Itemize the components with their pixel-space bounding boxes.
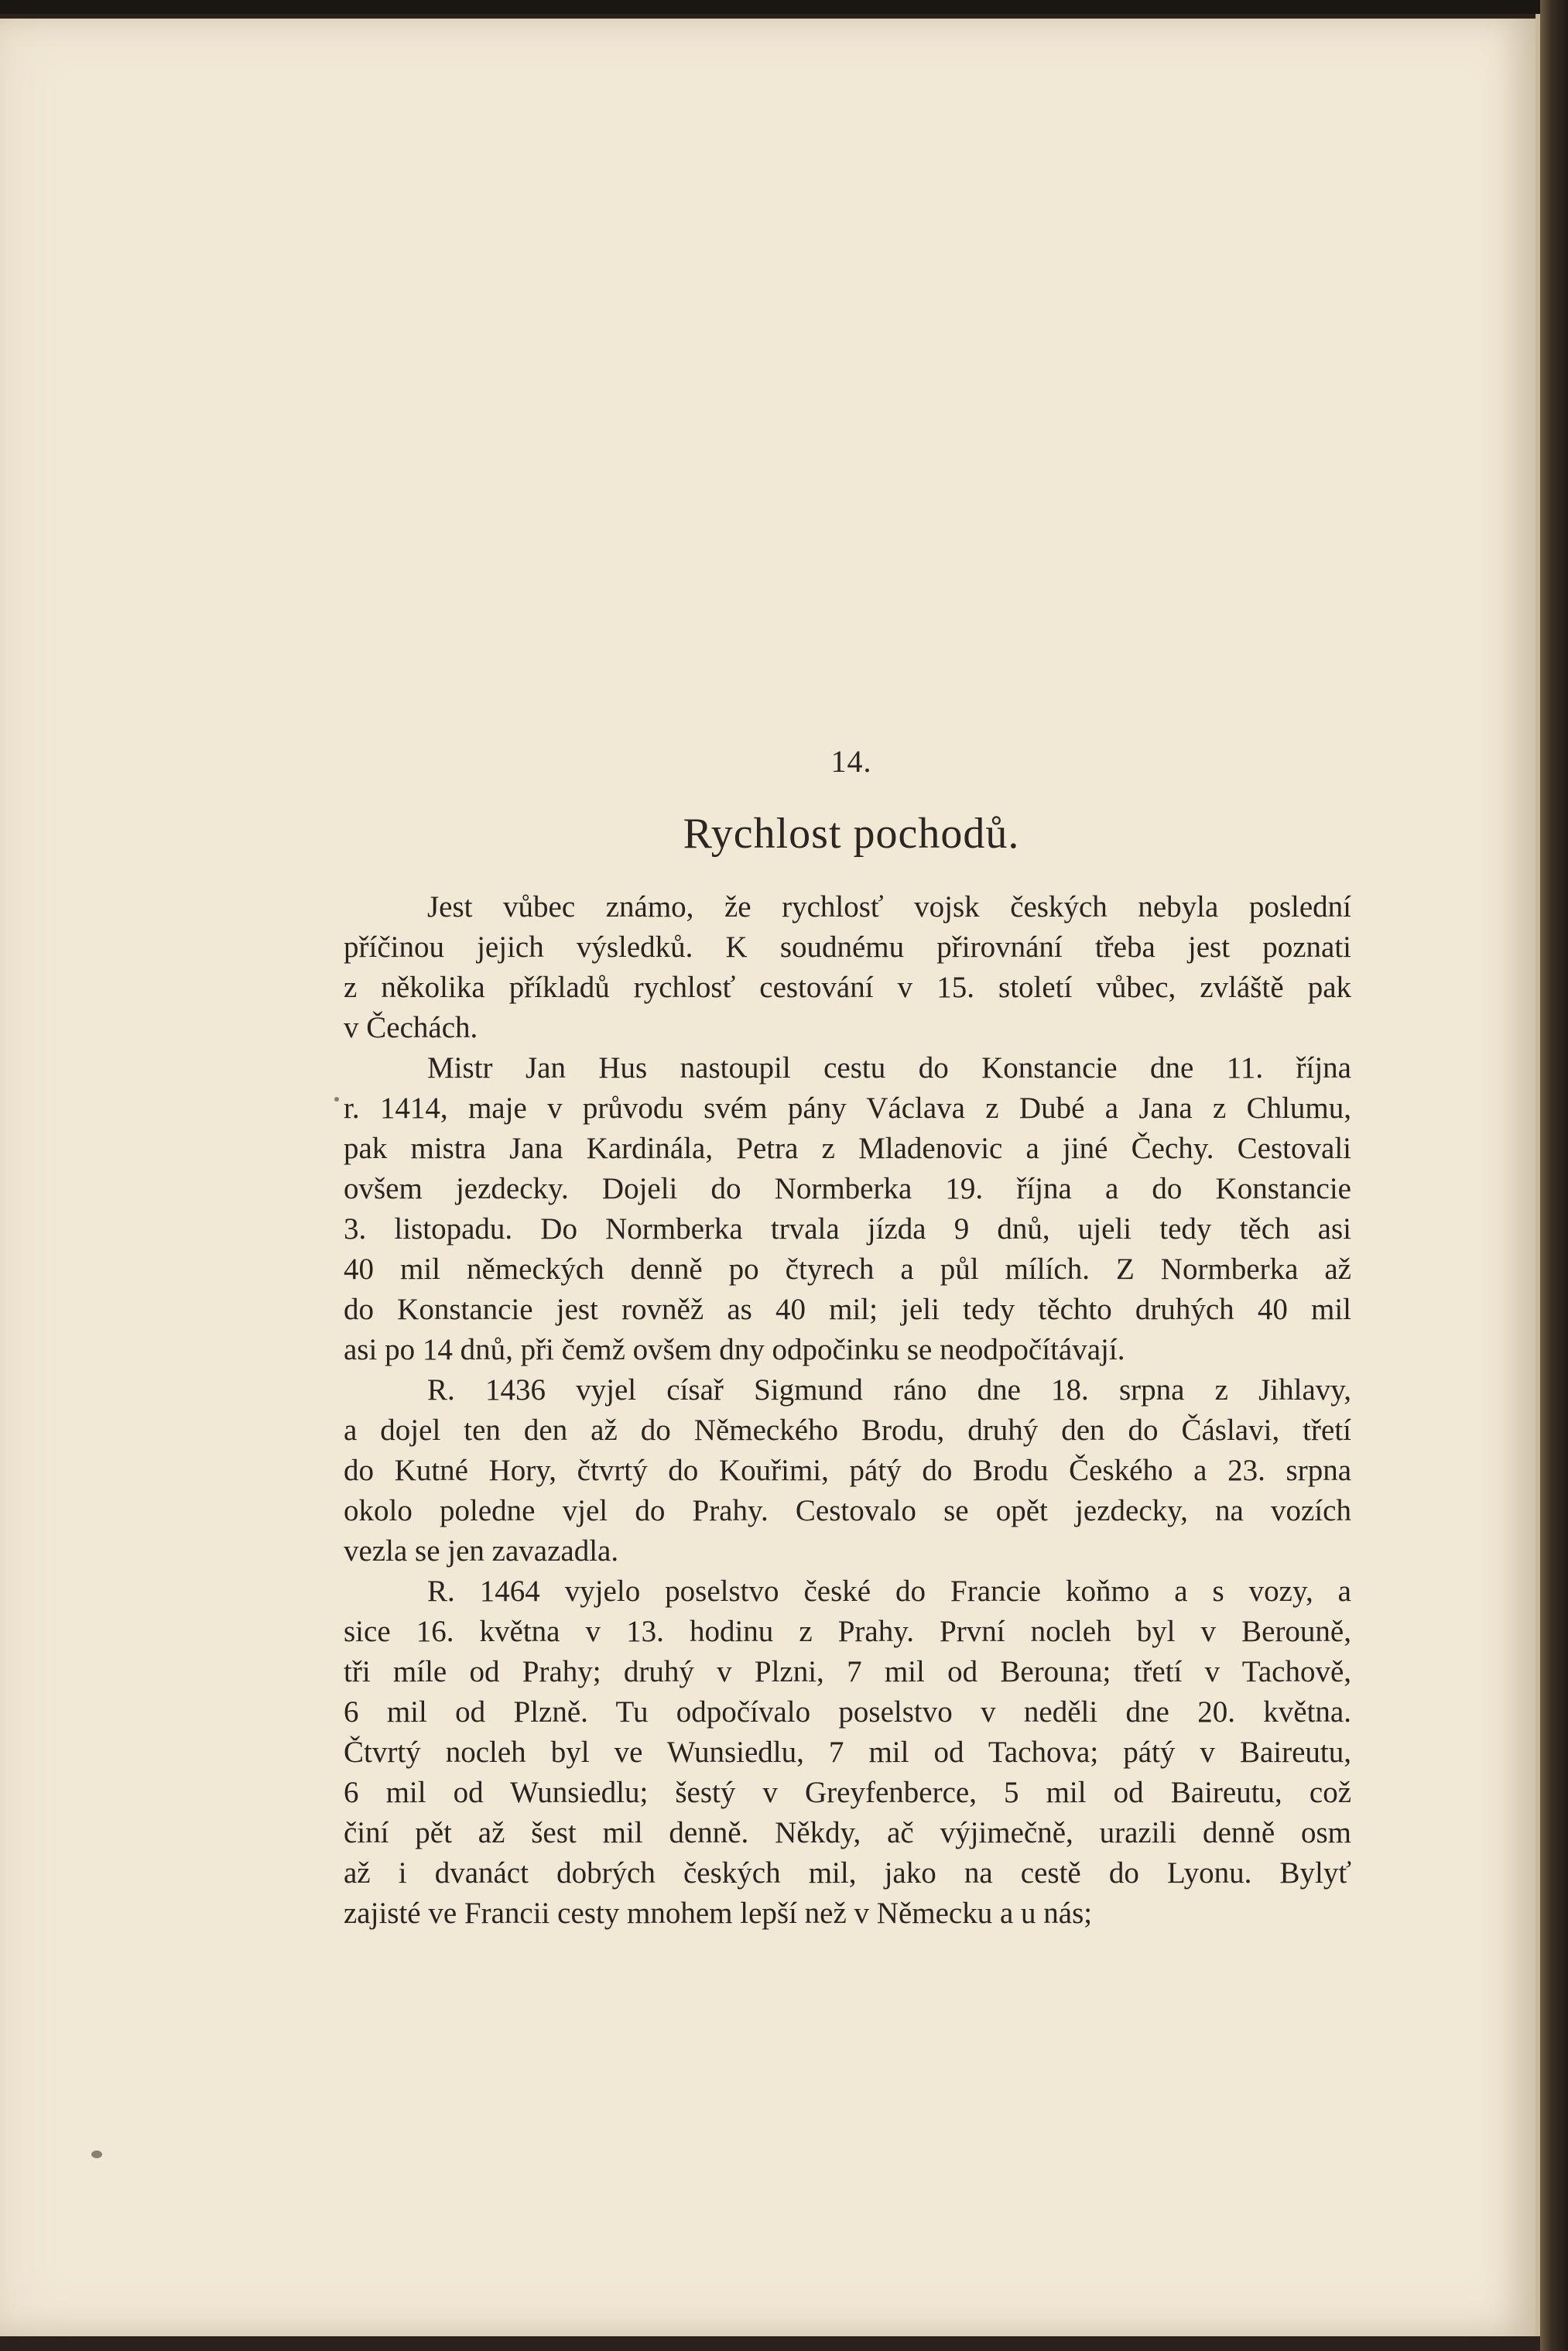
text-line: 6 mil od Plzně. Tu odpočívalo poselstvo v neděli dne 20. května. (344, 1695, 1351, 1729)
text-line: 3. listopadu. Do Normberka trvala jízda 9 dnů, ujeli tedy těch asi (344, 1212, 1351, 1246)
text-line: činí pět až šest mil denně. Někdy, ač výjimečně, urazili denně osm (344, 1816, 1351, 1849)
text-line: 40 mil německých denně po čtyrech a půl mílích. Z Normberka až (344, 1253, 1351, 1286)
top-edge-rule (0, 14, 1535, 19)
chapter-number: 14. (830, 744, 872, 779)
text-line: v Čechách. (344, 1011, 478, 1044)
text-line: zajisté ve Francii cesty mnohem lepší než v Německu a u nás; (344, 1897, 1093, 1930)
text-line: příčinou jejich výsledků. K soudnému přirovnání třeba jest poznati (344, 930, 1351, 964)
text-line: do Kutné Hory, čtvrtý do Kouřimi, pátý do Brodu Českého a 23. srpna (344, 1454, 1351, 1487)
text-line: r. 1414, maje v průvodu svém pány Václava z Dubé a Jana z Chlumu, (344, 1092, 1351, 1125)
chapter-title: Rychlost pochodů. (683, 810, 1020, 858)
paragraph (344, 887, 1351, 1048)
bottom-edge-rule (0, 2336, 1540, 2351)
text-line: až i dvanáct dobrých českých mil, jako na cestě do Lyonu. Bylyť (344, 1856, 1351, 1890)
text-line: okolo poledne vjel do Prahy. Cestovalo se opět jezdecky, na vozích (344, 1494, 1351, 1527)
text-line: ovšem jezdecky. Dojeli do Normberka 19. října a do Konstancie (344, 1172, 1351, 1205)
book-spine-edge (1540, 0, 1568, 2351)
margin-mark (334, 1097, 339, 1102)
text-line: a dojel ten den až do Německého Brodu, druhý den do Čáslavi, třetí (344, 1414, 1351, 1447)
text-line: R. 1436 vyjel císař Sigmund ráno dne 18. srpna z Jihlavy, (427, 1373, 1351, 1407)
text-line: R. 1464 vyjelo poselstvo české do Francie koňmo a s vozy, a (427, 1575, 1351, 1608)
text-line: pak mistra Jana Kardinála, Petra z Mladenovic a jiné Čechy. Cestovali (344, 1132, 1351, 1165)
paragraph (344, 1370, 1351, 1571)
text-line: tři míle od Prahy; druhý v Plzni, 7 mil od Berouna; třetí v Tachově, (344, 1655, 1351, 1688)
text-line: do Konstancie jest rovněž as 40 mil; jeli tedy těchto druhých 40 mil (344, 1293, 1351, 1326)
body-text (344, 887, 1351, 1934)
text-line: 6 mil od Wunsiedlu; šestý v Greyfenberce, 5 mil od Baireutu, což (344, 1776, 1351, 1809)
text-line: sice 16. května v 13. hodinu z Prahy. První nocleh byl v Berouně, (344, 1615, 1351, 1648)
page-speck (91, 2151, 102, 2158)
paragraph (344, 1048, 1351, 1370)
paragraph (344, 1571, 1351, 1934)
text-line: asi po 14 dnů, při čemž ovšem dny odpočinku se neodpočítávají. (344, 1333, 1125, 1366)
text-line: Mistr Jan Hus nastoupil cestu do Konstancie dne 11. října (427, 1051, 1351, 1085)
text-line: Čtvrtý nocleh byl ve Wunsiedlu, 7 mil od Tachova; pátý v Baireutu, (344, 1736, 1351, 1769)
text-line: Jest vůbec známo, že rychlosť vojsk českých nebyla poslední (427, 890, 1351, 924)
text-line: z několika příkladů rychlosť cestování v 15. století vůbec, zvláště pak (344, 971, 1351, 1004)
text-line: vezla se jen zavazadla. (344, 1534, 619, 1568)
